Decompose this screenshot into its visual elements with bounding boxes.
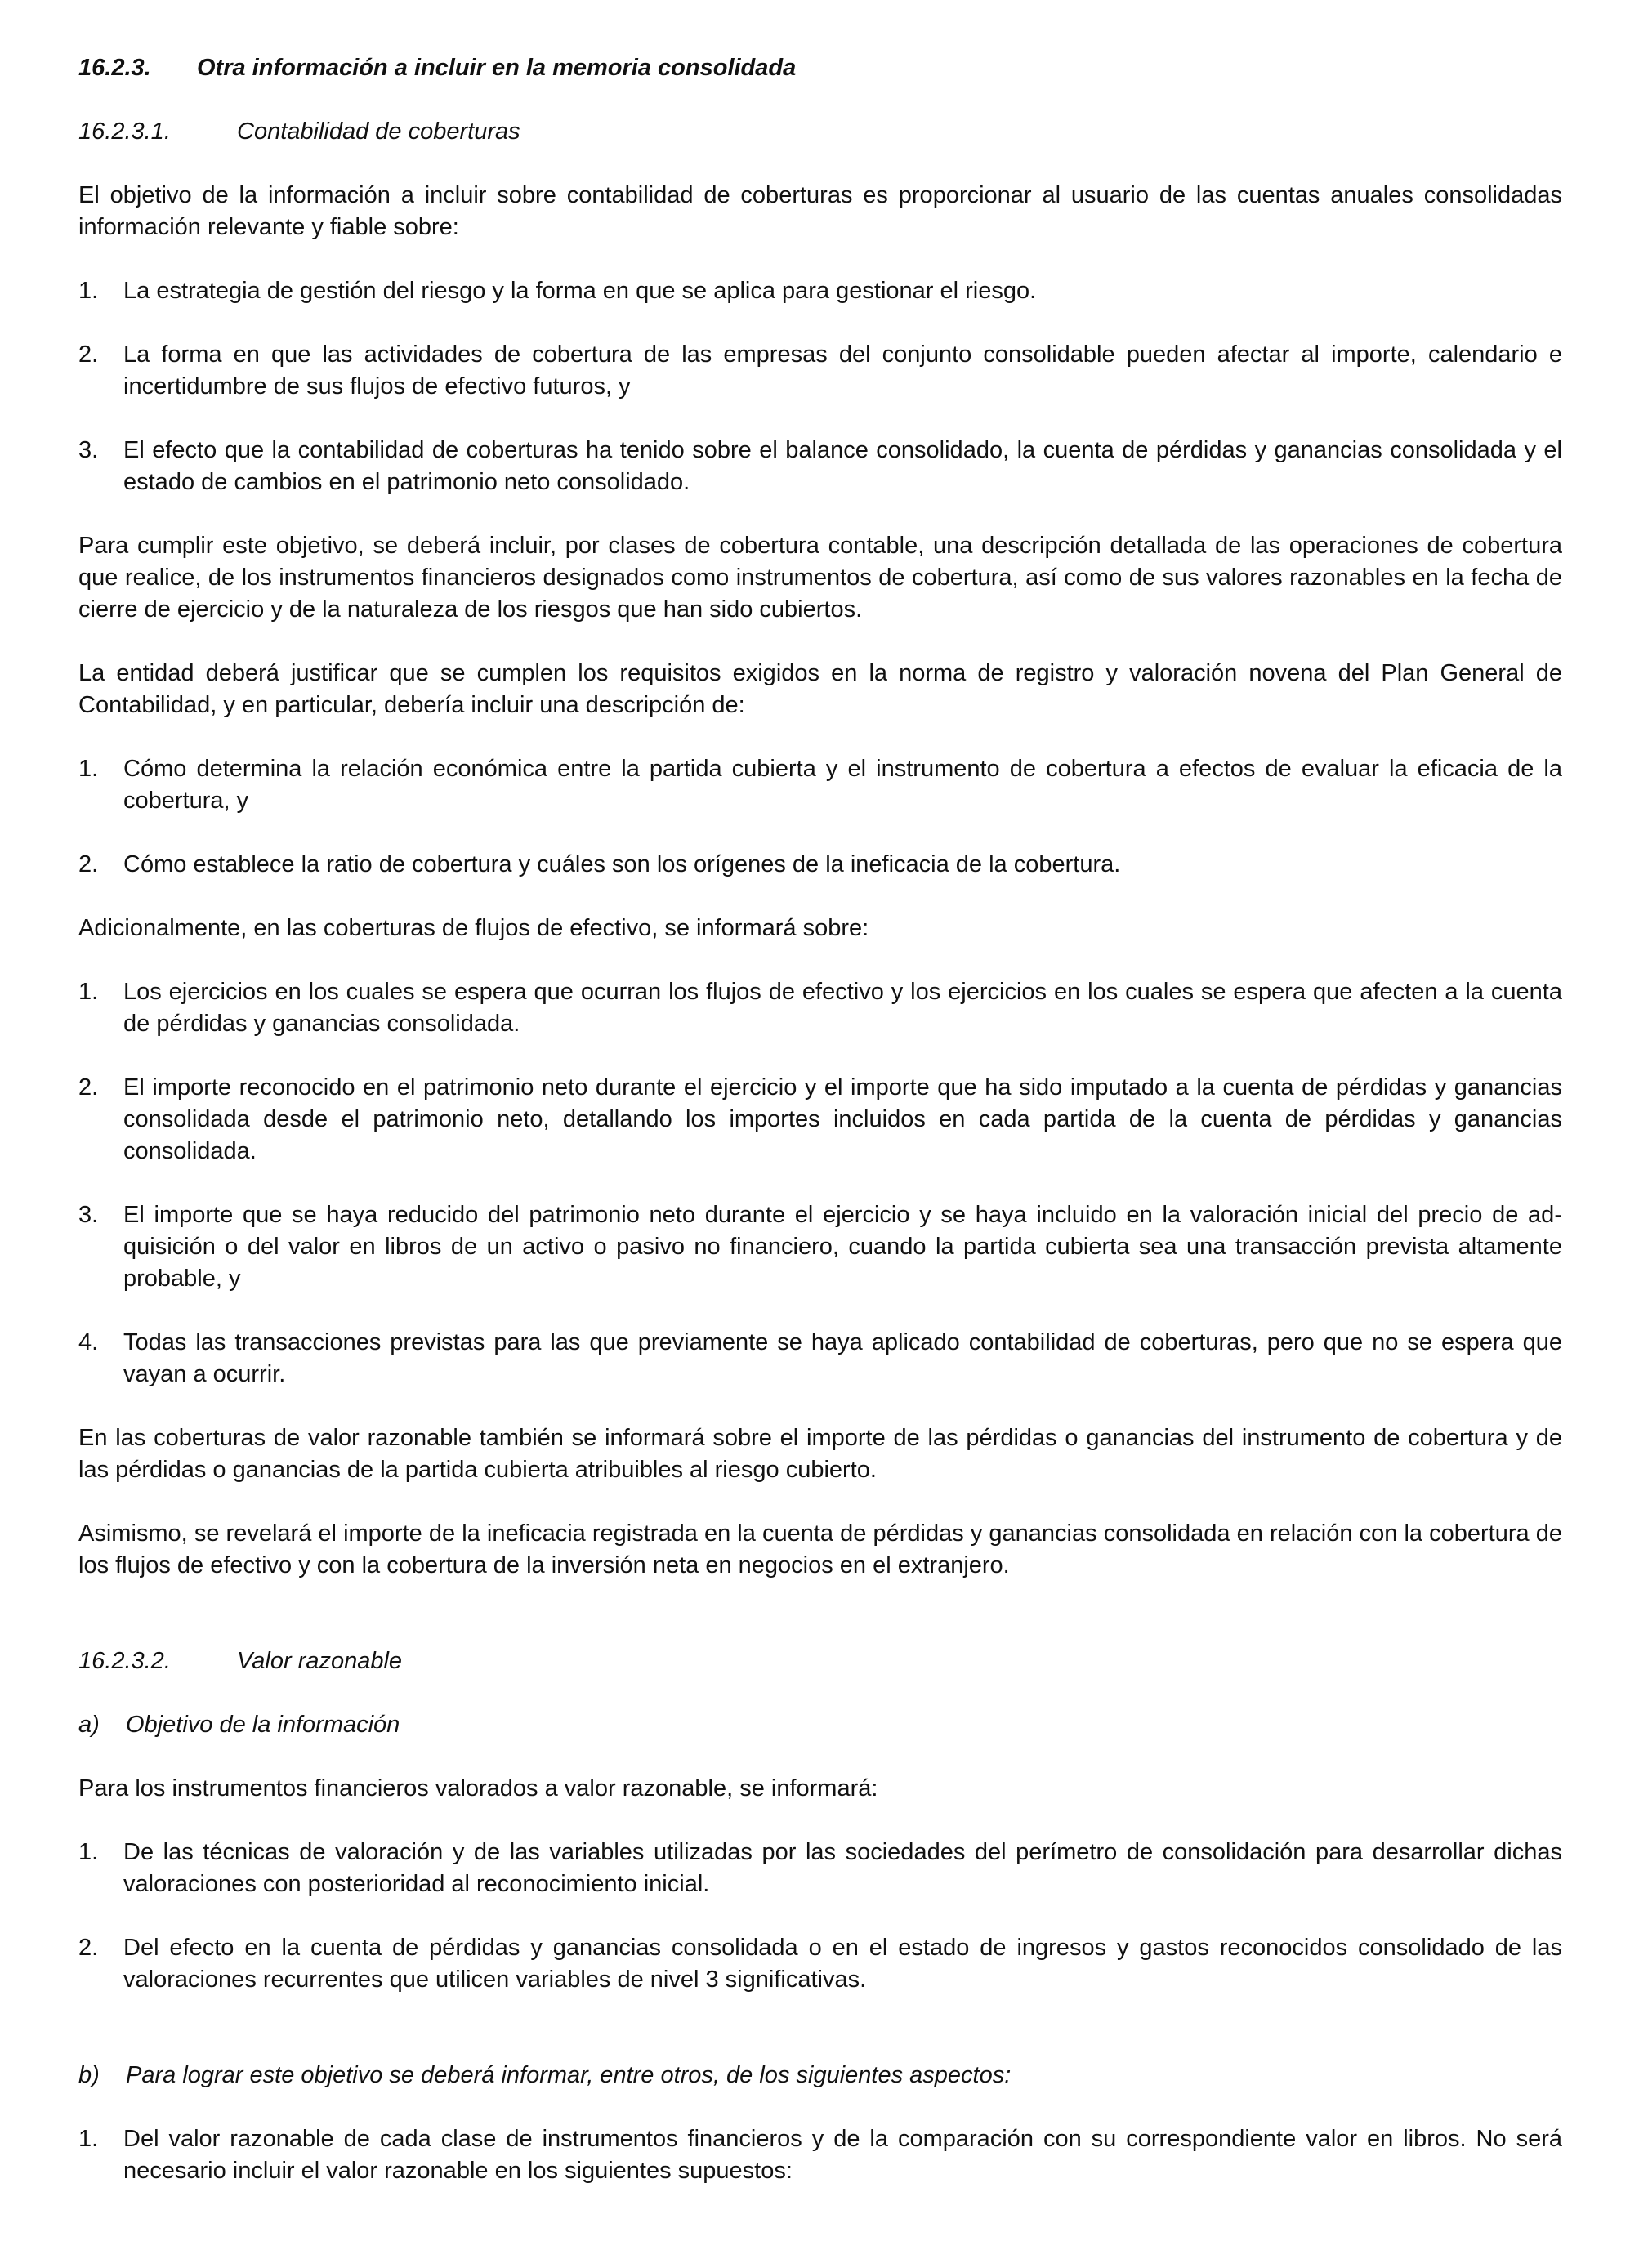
list-number: 2.	[78, 851, 99, 877]
section-heading-16-2-3-2	[78, 1645, 1562, 1677]
list-item	[78, 849, 1562, 881]
section-title: Contabilidad de coberturas	[237, 118, 520, 145]
list-text: Del efecto en la cuenta de pérdidas y ganancias consolidada o en el estado de ingresos y gastos reconocidos consolidado de las valoraciones recurrentes que utilicen variables de nivel 3 significativas.	[123, 1935, 1562, 1993]
list-item	[78, 2123, 1562, 2187]
list-item	[78, 1327, 1562, 1391]
list-item	[78, 435, 1562, 498]
list-number: 2.	[78, 1935, 99, 1961]
list-number: 3.	[78, 1202, 99, 1228]
section-heading-16-2-3	[78, 52, 1562, 84]
list-item	[78, 753, 1562, 817]
paragraph: En las coberturas de valor razonable también se informará sobre el importe de las pérdidas o ganancias del instrumento de cobertura y de las pérdidas o ganancias de la partida cubierta atribuibles al riesgo cubierto.	[78, 1425, 1562, 1483]
list-number: 1.	[78, 756, 99, 782]
section-number: 16.2.3.1.	[78, 118, 171, 145]
list-number: 2.	[78, 342, 99, 368]
paragraph: Asimismo, se revelará el importe de la ineficacia registrada en la cuenta de pérdidas y ganancias consolidada en relación con la cobertura de los flujos de efectivo y con la cobertura de la inversión neta en negocios en el extranjero.	[78, 1520, 1562, 1578]
list-item	[78, 976, 1562, 1040]
paragraph: Adicionalmente, en las coberturas de flujos de efectivo, se informará sobre:	[78, 915, 869, 941]
list-text: De las técnicas de valoración y de las variables utilizadas por las sociedades del perímetro de consolidación para desarrollar dichas valoraciones con posterioridad al reconocimiento inicial.	[123, 1839, 1562, 1897]
list-number: 1.	[78, 1839, 99, 1865]
list-item	[78, 1072, 1562, 1167]
list-number: 1.	[78, 979, 99, 1005]
subheading-letter: a)	[78, 1712, 100, 1738]
list-number: 4.	[78, 1329, 99, 1355]
section-title: Otra información a incluir en la memoria consolidada	[197, 55, 797, 81]
subheading-title: Para lograr este objetivo se deberá informar, entre otros, de los siguientes aspectos:	[126, 2062, 1012, 2088]
list-text: La estrategia de gestión del riesgo y la forma en que se aplica para gestionar el riesgo.	[123, 278, 1037, 304]
list-text: El importe que se haya reducido del patrimonio neto durante el ejercicio y se haya incluido en la valoración inicial del precio de adquisición o del valor en libros de un activo o pasivo no financiero, cuando la partida cubierta sea una transacción prevista altamente probable, y	[123, 1202, 1562, 1292]
list-text: El efecto que la contabilidad de coberturas ha tenido sobre el balance consolidado, la cuenta de pérdidas y ganancias consolidada y el estado de cambios en el patrimonio neto consolidado.	[123, 437, 1562, 495]
list-number: 1.	[78, 278, 99, 304]
section-number: 16.2.3.2.	[78, 1648, 171, 1674]
list-text: Los ejercicios en los cuales se espera que ocurran los flujos de efectivo y los ejercicios en los cuales se espera que afecten a la cuenta de pérdidas y ganancias consolidada.	[123, 979, 1562, 1037]
section-heading-16-2-3-1	[78, 116, 1562, 148]
list-number: 2.	[78, 1074, 99, 1101]
subheading-a	[78, 1709, 1562, 1741]
list-item	[78, 275, 1562, 307]
list-text: Del valor razonable de cada clase de instrumentos financieros y de la comparación con su correspondiente valor en libros. No será necesario incluir el valor razonable en los siguientes supuestos:	[123, 2126, 1562, 2184]
list-text: Todas las transacciones previstas para las que previamente se haya aplicado contabilidad de coberturas, pero que no se espera que vayan a ocurrir.	[123, 1329, 1562, 1387]
subheading-letter: b)	[78, 2062, 100, 2088]
paragraph: La entidad deberá justificar que se cumplen los requisitos exigidos en la norma de registro y valoración novena del Plan General de Contabilidad, y en particular, debería incluir una descripción de:	[78, 660, 1562, 718]
list-text: La forma en que las actividades de cobertura de las empresas del conjunto consolidable pueden afectar al importe, calendario e incertidumbre de sus flujos de efectivo futuros, y	[123, 342, 1562, 400]
section-title: Valor razonable	[237, 1648, 403, 1674]
list-item	[78, 1837, 1562, 1900]
paragraph: Para cumplir este objetivo, se deberá incluir, por clases de cobertura contable, una descripción detallada de las operaciones de cobertura que realice, de los instrumentos financieros designados como instrumentos de cobertura, así como de sus valores razonables en la fecha de cierre de ejercicio y de la naturaleza de los riesgos que han sido cubiertos.	[78, 533, 1562, 623]
document-page	[78, 52, 1562, 2219]
list-text: Cómo establece la ratio de cobertura y cuáles son los orígenes de la ineficacia de la cobertura.	[123, 851, 1121, 877]
list-text: Cómo determina la relación económica entre la partida cubierta y el instrumento de cobertura a efectos de evaluar la eficacia de la cobertura, y	[123, 756, 1562, 814]
list-number: 1.	[78, 2126, 99, 2152]
subheading-b	[78, 2060, 1562, 2092]
list-number: 3.	[78, 437, 99, 463]
paragraph-intro: El objetivo de la información a incluir sobre contabilidad de coberturas es proporcionar al usuario de las cuentas anuales consolidadas información relevante y fiable sobre:	[78, 182, 1562, 240]
paragraph: Para los instrumentos financieros valorados a valor razonable, se informará:	[78, 1775, 878, 1801]
subheading-title: Objetivo de la información	[126, 1712, 400, 1738]
list-item	[78, 1199, 1562, 1295]
list-item	[78, 1932, 1562, 1996]
list-item	[78, 339, 1562, 403]
list-text: El importe reconocido en el patrimonio neto durante el ejercicio y el importe que ha sido imputado a la cuenta de pérdidas y ganancias consolidada desde el patrimonio neto, detallando los importes incluidos en cada partida de la cuenta de pérdidas y ganancias consolidada.	[123, 1074, 1562, 1164]
section-number: 16.2.3.	[78, 55, 151, 81]
